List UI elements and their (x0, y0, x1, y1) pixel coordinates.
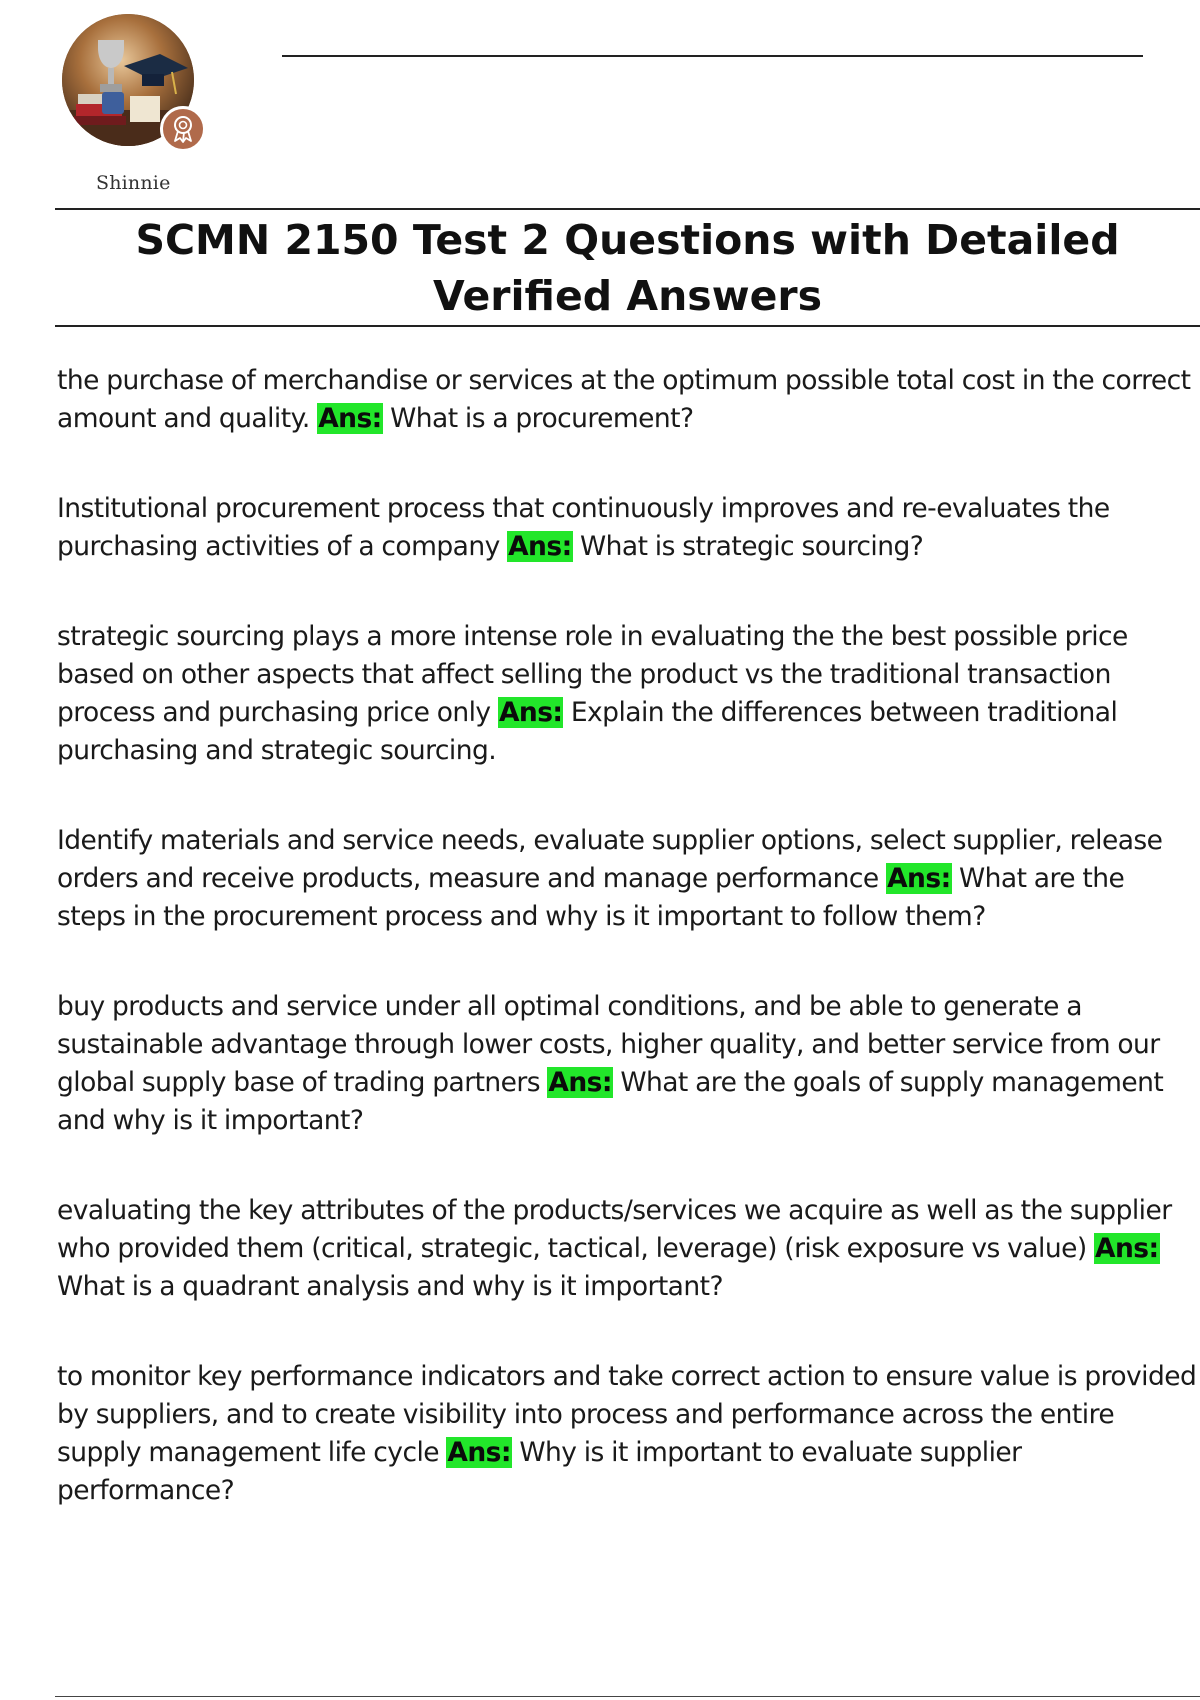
answer-text: evaluating the key attributes of the products/services we acquire as well as the supplier who provided them (critical, strategic, tactical, leverage) (risk exposure vs value) (57, 1195, 1172, 1264)
qa-item-4 (57, 822, 1197, 936)
qa-item-1 (57, 362, 1197, 438)
question-text: What are the goals of supply management and why is it important? (57, 1067, 1164, 1136)
ans-label: Ans: (508, 531, 572, 562)
qa-item-7 (57, 1358, 1197, 1510)
question-text: What is a quadrant analysis and why is it important? (57, 1271, 723, 1302)
answer-text: strategic sourcing plays a more intense role in evaluating the the best possible price based on other aspects that affect selling the product vs the traditional transaction process and purchasing price only (57, 621, 1128, 728)
answer-text: buy products and service under all optimal conditions, and be able to generate a sustainable advantage through lower costs, higher quality, and better service from our global supply base of trading partners (57, 991, 1160, 1098)
ans-label: Ans: (498, 697, 563, 728)
qa-item-3 (57, 618, 1197, 770)
page-title: SCMN 2150 Test 2 Questions with Detailed Verified Answers (135, 216, 1120, 320)
question-text: Why is it important to evaluate supplier performance? (57, 1437, 1022, 1506)
qa-list (57, 362, 1197, 1562)
author-avatar-container (62, 14, 202, 154)
header-rule (282, 55, 1143, 57)
qa-item-2 (57, 490, 1197, 566)
ans-label: Ans: (318, 403, 382, 434)
qa-item-6 (57, 1192, 1197, 1306)
footer-rule (55, 1696, 1200, 1697)
answer-text: Institutional procurement process that continuously improves and re-evaluates the purchasing activities of a company (57, 493, 1110, 562)
question-text: What are the steps in the procurement process and why is it important to follow them? (57, 863, 1125, 932)
answer-text: to monitor key performance indicators and take correct action to ensure value is provided by suppliers, and to create visibility into process and performance across the entire supply management life cycle (57, 1361, 1197, 1468)
question-text: Explain the differences between traditional purchasing and strategic sourcing. (57, 697, 1118, 766)
award-ribbon-icon (160, 106, 206, 152)
ans-label: Ans: (447, 1437, 511, 1468)
question-text: What is a procurement? (390, 403, 694, 434)
question-text: What is strategic sourcing? (580, 531, 924, 562)
ans-label: Ans: (548, 1067, 612, 1098)
title-divider-bottom (55, 325, 1200, 327)
author-name: Shinnie (96, 172, 171, 194)
answer-text: Identify materials and service needs, evaluate supplier options, select supplier, release orders and receive products, measure and manage performance (57, 825, 1163, 894)
title-divider-top (55, 208, 1200, 210)
ans-label: Ans: (1094, 1233, 1159, 1264)
answer-text: the purchase of merchandise or services at the optimum possible total cost in the correct amount and quality. (57, 365, 1191, 434)
qa-item-5 (57, 988, 1197, 1140)
ans-label: Ans: (887, 863, 951, 894)
